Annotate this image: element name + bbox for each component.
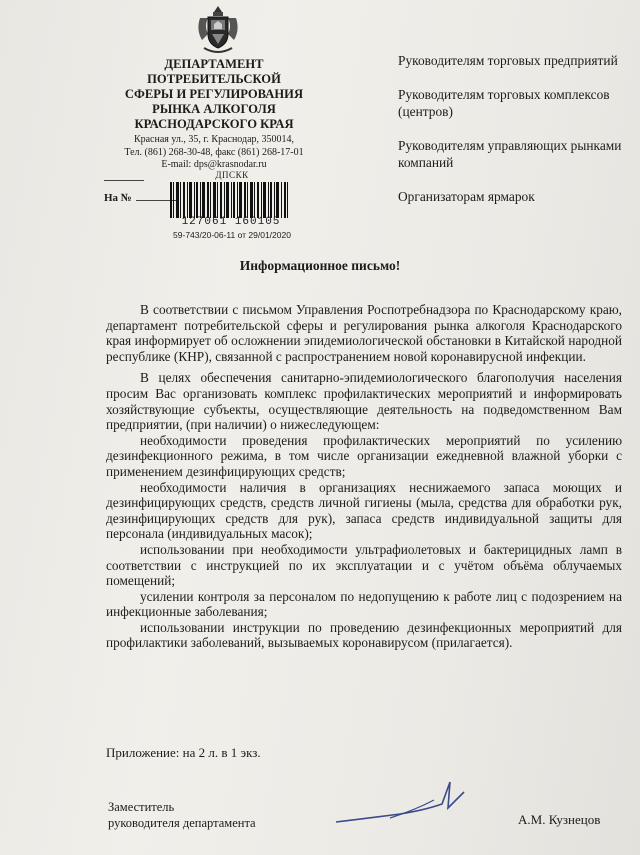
department-name-line: СФЕРЫ И РЕГУЛИРОВАНИЯ [124, 87, 304, 101]
appendix-note: Приложение: на 2 л. в 1 экз. [106, 745, 261, 760]
date-line [104, 180, 144, 181]
recipient: Руководителям управляющих рынками компаний [398, 138, 622, 170]
handwritten-signature [330, 770, 480, 830]
department-name-line: ПОТРЕБИТЕЛЬСКОЙ [147, 72, 281, 86]
recipients-block [398, 52, 628, 222]
position-line: руководителя департамента [108, 816, 256, 830]
letter-body [106, 302, 622, 651]
barcode [170, 182, 288, 218]
department-name-line: КРАСНОДАРСКОГО КРАЯ [134, 117, 294, 131]
email: E-mail: dps@krasnodar.ru [161, 159, 267, 170]
letter-title: Информационное письмо! [239, 258, 401, 273]
na-label: На № [104, 192, 132, 204]
registration-number: 59-743/20-06-11 от 29/01/2020 [173, 230, 291, 240]
signer-name: А.М. Кузнецов [518, 812, 601, 827]
position-line: Заместитель [108, 800, 175, 814]
department-name-line: РЫНКА АЛКОГОЛЯ [152, 102, 276, 116]
recipient: Организаторам ярмарок [398, 189, 535, 204]
recipient: Руководителям торговых предприятий [398, 53, 618, 68]
barcode-digits: 127061 160105 [181, 216, 281, 228]
department-name-line: ДЕПАРТАМЕНТ [164, 57, 264, 71]
stamp-label: ДПСКК [215, 170, 249, 180]
registration-stamp [152, 170, 312, 242]
paragraph: усилении контроля за персоналом по недопущению к работе лиц с подозрением на инфекционные заболевания; [106, 588, 622, 620]
signatory-position [108, 799, 256, 831]
recipient: Руководителям торговых комплексов (центров) [398, 87, 610, 119]
paragraph: использовании инструкции по проведению дезинфекционных мероприятий для профилактики заболеваний, вызываемых коронавирусом (прилагается). [106, 619, 622, 651]
coat-of-arms-icon [194, 4, 242, 56]
paragraph: необходимости наличия в организациях неснижаемого запаса моющих и дезинфицирующих средств, средств личной гигиены (мыла, средства для обработки рук, дезинфицирующих средств для рук), запаса средств индивидуальной защиты для персонала (индивидуальных масок); [106, 479, 622, 542]
address: Красная ул., 35, г. Краснодар, 350014, [133, 134, 295, 145]
paragraph: В целях обеспечения санитарно-эпидемиологического благополучия населения просим Вас организовать комплекс профилактических мероприятий и информировать хозяйствующие субъекты, осуществляющие деятельность на подведомственном Вам предприятии, (при наличии) о нижеследующем: [106, 370, 622, 433]
department-header [104, 57, 324, 172]
paragraph: использовании при необходимости ультрафиолетовых и бактерицидных ламп в соответствии с инструкцией по их эксплуатации и с учётом объёма облучаемых помещений; [106, 541, 622, 589]
paragraph: В соответствии с письмом Управления Роспотребнадзора по Краснодарскому краю, департамент потребительской сферы и регулирования рынка алкоголя Краснодарского края информирует об осложнении эпидемиологической обстановки в Китайской народной республике (КНР), связанной с распространением новой коронавирусной инфекции. [106, 302, 622, 364]
paragraph: необходимости проведения профилактических мероприятий по усилению дезинфекционного режима, в том числе организации ежедневной влажной уборки с применением дезинфицирующих средств; [106, 432, 622, 479]
phones: Тел. (861) 268-30-48, факс (861) 268-17-01 [124, 146, 304, 158]
